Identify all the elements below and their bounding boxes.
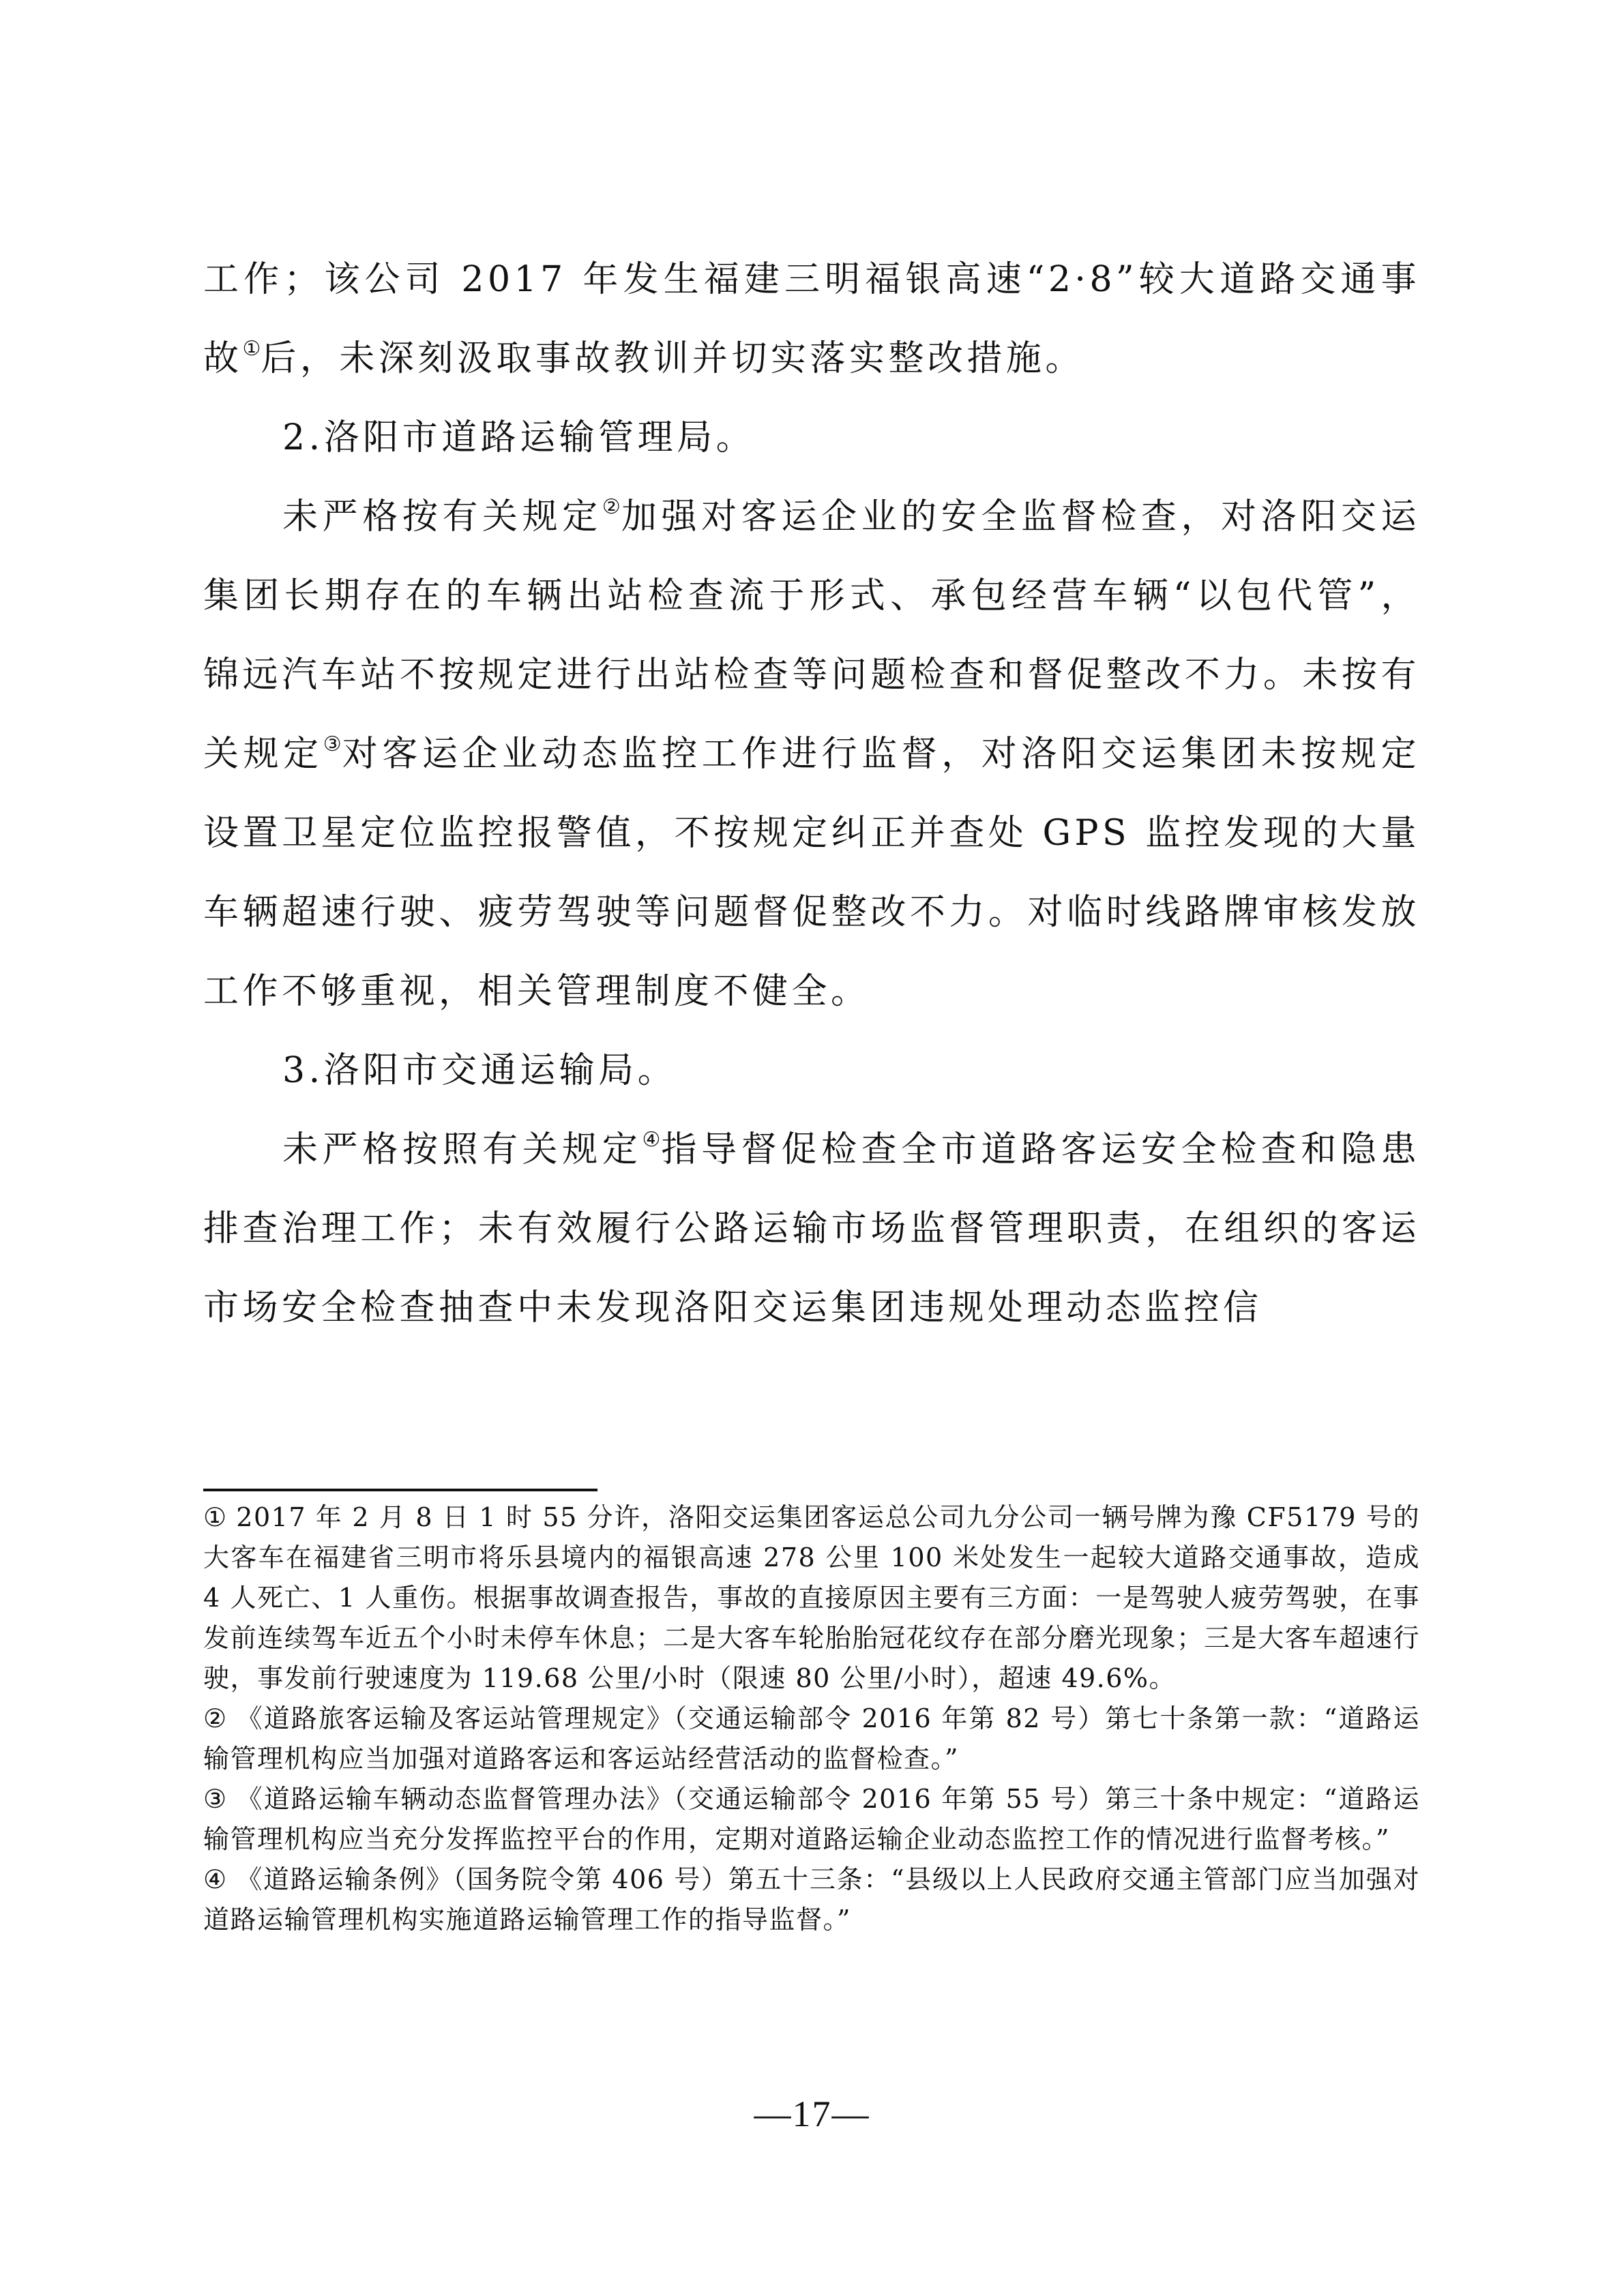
footnote-1: [203, 1497, 1420, 1699]
footnote-text: 2017 年 2 月 8 日 1 时 55 分许，洛阳交运集团客运总公司九分公司一辆号牌为豫 CF5179 号的大客车在福建省三明市将乐县境内的福银高速 278 公里 100 米处发生一起较大道路交通事故，造成 4 人死亡、1 人重伤。根据事故调查报告，事故的直接原因主要有三方面：一是驾驶人疲劳驾驶，在事发前连续驾车近五个小时未停车休息；二是大客车轮胎胎冠花纹存在部分磨光现象；三是大客车超速行驶，事发前行驶速度为 119.68 公里/小时（限速 80 公里/小时），超速 49.6%。: [203, 1502, 1420, 1693]
footnote-marker: ③: [203, 1784, 227, 1814]
paragraph-text: 工作；该公司 2017 年发生福建三明福银高速“2·8”较大道路交通事故: [203, 259, 1420, 379]
footnote-marker: ①: [203, 1502, 227, 1532]
paragraph-continuation: [203, 240, 1420, 398]
footnote-marker: ④: [203, 1864, 227, 1894]
paragraph-transport-bureau: [203, 1110, 1420, 1347]
paragraph-transport-management-bureau: [203, 477, 1420, 1031]
footnote-ref-4[interactable]: ④: [642, 1128, 662, 1152]
page-number: —17—: [754, 2093, 870, 2134]
footnote-ref-3[interactable]: ③: [323, 732, 342, 756]
section-heading-transport-management-bureau: 2.洛阳市道路运输管理局。: [282, 417, 756, 458]
footnote-4: [203, 1860, 1420, 1940]
body-text: [203, 240, 1420, 1347]
footnote-text: 《道路旅客运输及客运站管理规定》（交通运输部令 2016 年第 82 号）第七十条第一款：“道路运输管理机构应当加强对道路客运和客运站经营活动的监督检查。”: [203, 1703, 1420, 1774]
paragraph-text: 未严格按照有关规定: [282, 1129, 643, 1170]
footnotes: [203, 1497, 1420, 1940]
footnote-ref-2[interactable]: ②: [602, 495, 621, 519]
footnote-2: [203, 1699, 1420, 1779]
footnote-text: 《道路运输车辆动态监督管理办法》（交通运输部令 2016 年第 55 号）第三十条中规定：“道路运输管理机构应当充分发挥监控平台的作用，定期对道路运输企业动态监控工作的情况进行监督考核。”: [203, 1784, 1420, 1854]
paragraph-text: 未严格按有关规定: [282, 496, 602, 537]
section-heading-transport-bureau: 3.洛阳市交通运输局。: [282, 1050, 677, 1091]
footnote-3: [203, 1779, 1420, 1860]
paragraph-text: 后，未深刻汲取事故教训并切实落实整改措施。: [261, 338, 1084, 379]
footnote-marker: ②: [203, 1703, 227, 1733]
footnote-text: 《道路运输条例》（国务院令第 406 号）第五十三条：“县级以上人民政府交通主管部门应当加强对道路运输管理机构实施道路运输管理工作的指导监督。”: [203, 1864, 1420, 1935]
paragraph-text: 加强对客运企业的安全监督检查，对洛阳交运集团长期存在的车辆出站检查流于形式、承包经营车辆“以包代管”，锦远汽车站不按规定进行出站检查等问题检查和督促整改不力。未按有关规定: [203, 496, 1420, 775]
paragraph-text: 对客运企业动态监控工作进行监督，对洛阳交运集团未按规定设置卫星定位监控报警值，不按规定纠正并查处 GPS 监控发现的大量车辆超速行驶、疲劳驾驶等问题督促整改不力。对临时线路牌审核发放工作不够重视，相关管理制度不健全。: [203, 734, 1420, 1012]
footnote-separator: [203, 1489, 597, 1491]
paragraph-text: 指导督促检查全市道路客运安全检查和隐患排查治理工作；未有效履行公路运输市场监督管理职责，在组织的客运市场安全检查抽查中未发现洛阳交运集团违规处理动态监控信: [203, 1129, 1420, 1328]
footnote-ref-1[interactable]: ①: [242, 337, 261, 361]
